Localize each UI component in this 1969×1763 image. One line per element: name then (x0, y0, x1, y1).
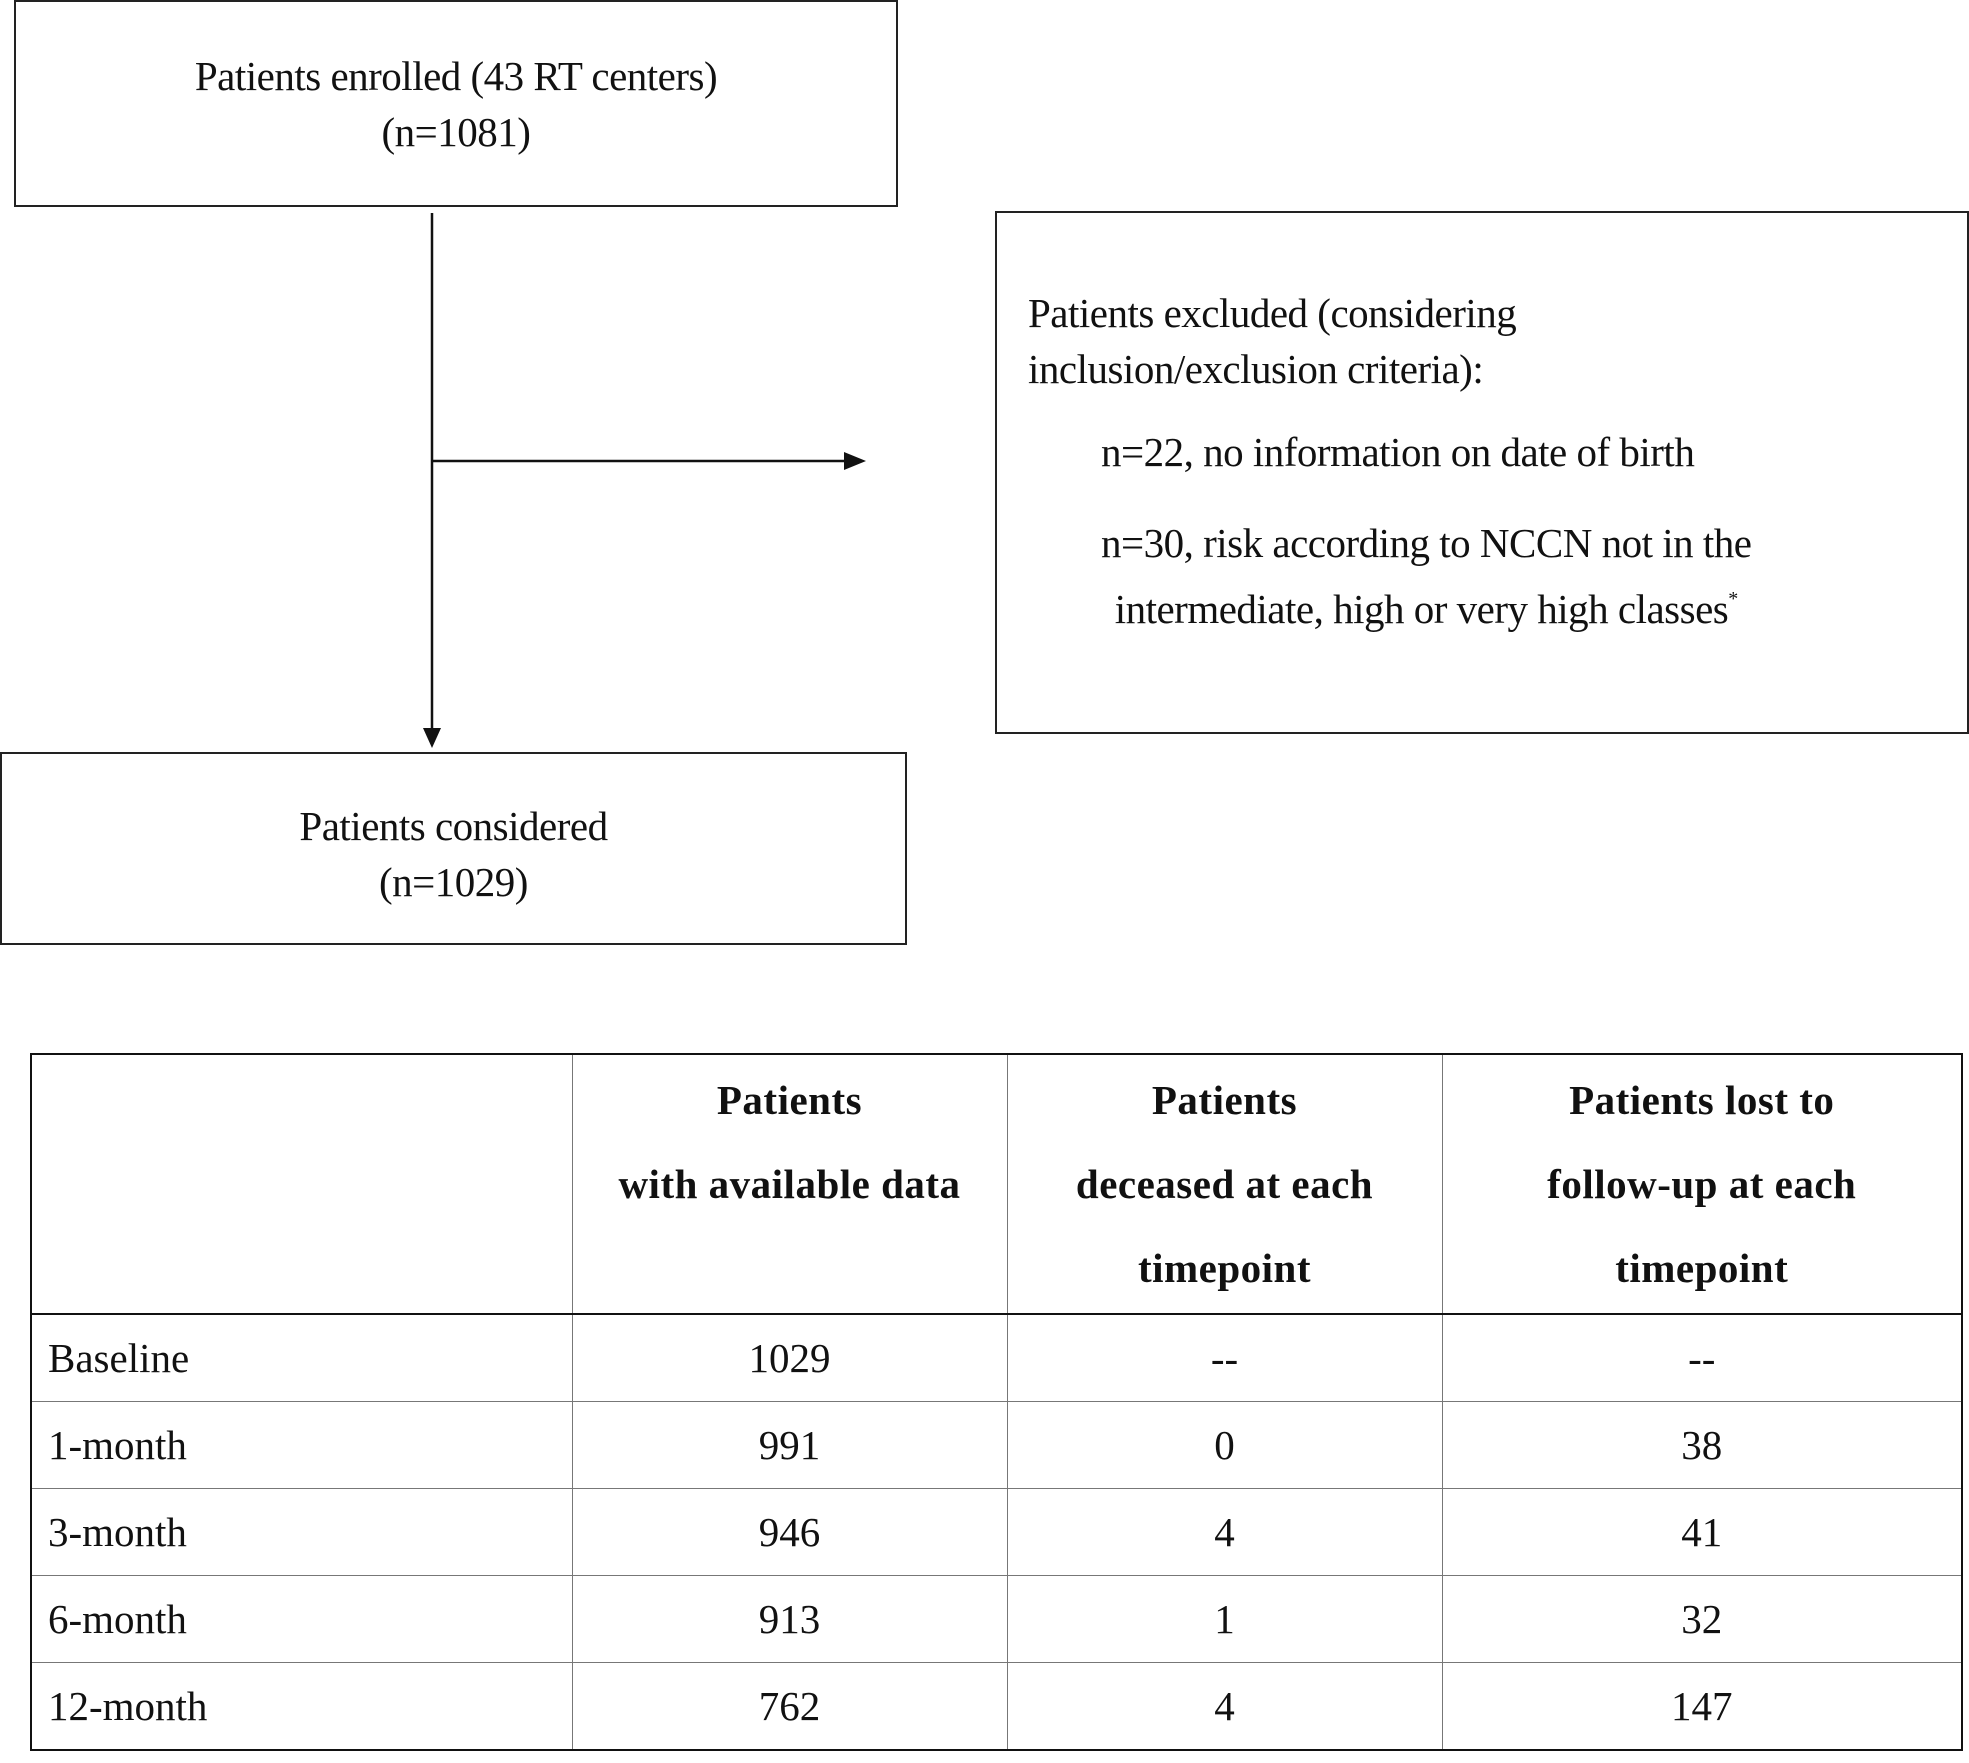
table-row (31, 1489, 1962, 1576)
row-label: Baseline (31, 1314, 572, 1402)
lost-cell: 38 (1442, 1402, 1962, 1489)
available-cell: 1029 (572, 1314, 1007, 1402)
footnote-mark: * (1728, 588, 1738, 610)
header-available (572, 1054, 1007, 1314)
deceased-cell: 4 (1007, 1663, 1442, 1751)
header-lost-line3: timepoint (1615, 1245, 1789, 1291)
deceased-cell: -- (1007, 1314, 1442, 1402)
available-cell: 762 (572, 1663, 1007, 1751)
lost-cell: 32 (1442, 1576, 1962, 1663)
available-cell: 991 (572, 1402, 1007, 1489)
lost-cell: 41 (1442, 1489, 1962, 1576)
table-row (31, 1576, 1962, 1663)
header-available-line1: Patients (716, 1077, 863, 1123)
follow-up-table (30, 1053, 1963, 1751)
exclusion-reason-risk-line1: n=30, risk according to NCCN not in the (1101, 520, 1752, 566)
exclusion-reason-risk-line2-text: intermediate, high or very high classes (1114, 586, 1729, 632)
available-cell: 946 (572, 1489, 1007, 1576)
excluded-heading (1028, 285, 1516, 397)
table-row (31, 1402, 1962, 1489)
row-label: 12-month (31, 1663, 572, 1751)
exclusion-reason-birthdate: n=22, no information on date of birth (1101, 429, 1695, 475)
header-lost-line2: follow-up at each (1547, 1161, 1857, 1207)
considered-box (0, 752, 907, 945)
enrolled-count: (n=1081) (381, 109, 531, 155)
considered-label: Patients considered (299, 803, 608, 849)
excluded-box (995, 211, 1969, 734)
right-arrowhead (844, 452, 866, 470)
row-label: 6-month (31, 1576, 572, 1663)
header-deceased (1007, 1054, 1442, 1314)
header-lost-line1: Patients lost to (1569, 1077, 1835, 1123)
deceased-cell: 1 (1007, 1576, 1442, 1663)
deceased-cell: 0 (1007, 1402, 1442, 1489)
header-deceased-line2: deceased at each (1075, 1161, 1374, 1207)
row-label: 3-month (31, 1489, 572, 1576)
table-header-row (31, 1054, 1962, 1314)
lost-cell: -- (1442, 1314, 1962, 1402)
header-available-line2: with available data (618, 1161, 961, 1207)
table-row (31, 1314, 1962, 1402)
considered-count: (n=1029) (379, 859, 528, 905)
exclusion-reason-risk (1101, 515, 1751, 637)
excluded-heading-line1: Patients excluded (considering (1028, 290, 1517, 336)
header-lost (1442, 1054, 1962, 1314)
excluded-heading-line2: inclusion/exclusion criteria): (1028, 346, 1484, 392)
row-label: 1-month (31, 1402, 572, 1489)
header-deceased-line1: Patients (1151, 1077, 1298, 1123)
enrolled-label: Patients enrolled (43 RT centers) (194, 53, 718, 99)
header-deceased-line3: timepoint (1137, 1245, 1312, 1291)
deceased-cell: 4 (1007, 1489, 1442, 1576)
table-row (31, 1663, 1962, 1751)
enrolled-box (14, 0, 898, 207)
lost-cell: 147 (1442, 1663, 1962, 1751)
down-arrowhead (423, 728, 441, 748)
header-empty (31, 1054, 572, 1314)
exclusion-reason-risk-line2 (1101, 571, 1751, 637)
available-cell: 913 (572, 1576, 1007, 1663)
